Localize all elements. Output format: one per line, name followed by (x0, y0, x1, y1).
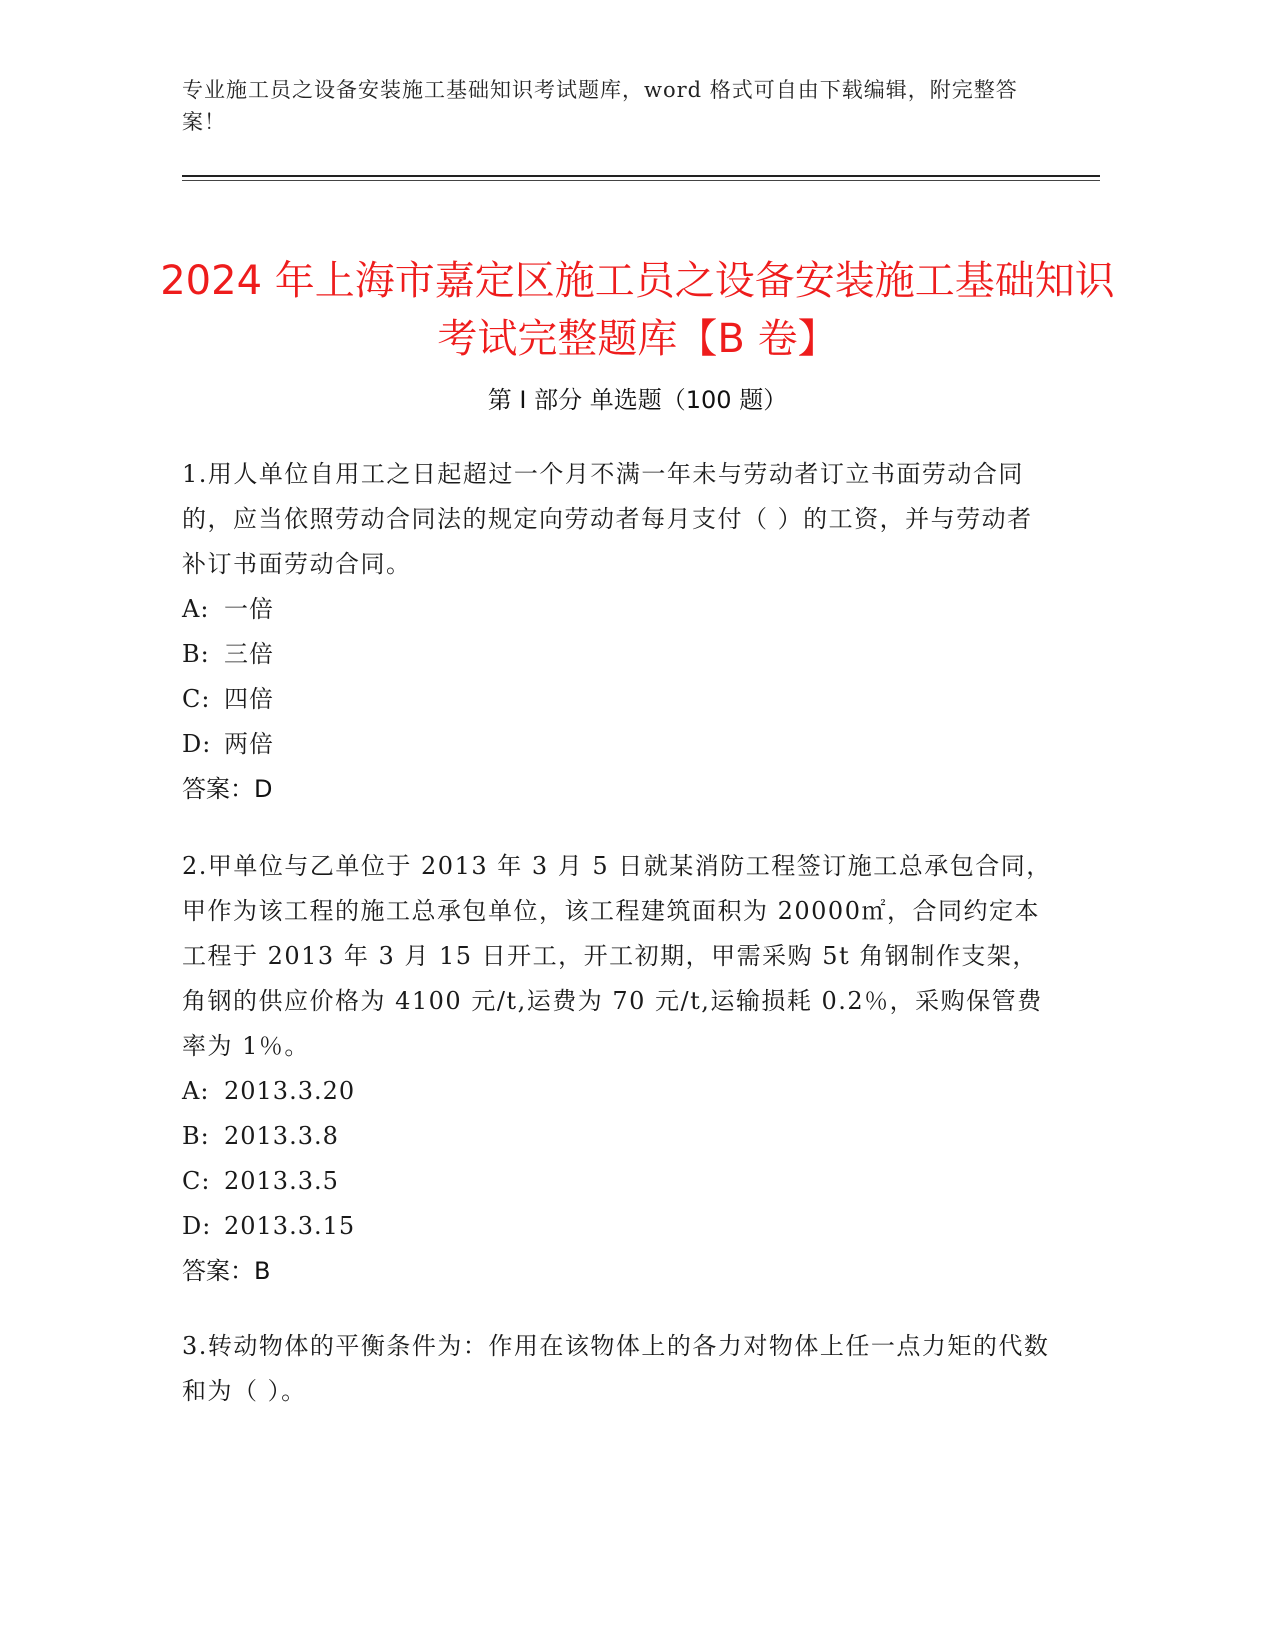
option-d (182, 1204, 1052, 1249)
question-text: 3.转动物体的平衡条件为：作用在该物体上的各力对物体上任一点力矩的代数和为（ ）。 (182, 1332, 1050, 1405)
option-key: B: (182, 1122, 210, 1150)
answer-label: 答案：D (182, 775, 273, 803)
option-value: 两倍 (224, 730, 274, 758)
option-value: 三倍 (224, 640, 274, 668)
option-key: A: (182, 1077, 210, 1105)
option-value: 一倍 (224, 595, 274, 623)
option-key: D: (182, 1212, 212, 1240)
option-d (182, 722, 1052, 767)
option-a (182, 1069, 1052, 1114)
document-title: 2024 年上海市嘉定区施工员之设备安装施工基础知识考试完整题库【B 卷】 (160, 257, 1115, 362)
header-note: 专业施工员之设备安装施工基础知识考试题库，word 格式可自由下载编辑，附完整答案！ (182, 78, 1018, 134)
question-1 (182, 452, 1052, 812)
option-key: C: (182, 685, 211, 713)
option-key: C: (182, 1167, 211, 1195)
question-text: 1.用人单位自用工之日起超过一个月不满一年未与劳动者订立书面劳动合同的，应当依照劳动合同法的规定向劳动者每月支付（ ）的工资，并与劳动者补订书面劳动合同。 (182, 460, 1033, 578)
question-text: 2.甲单位与乙单位于 2013 年 3 月 5 日就某消防工程签订施工总承包合同，甲作为该工程的施工总承包单位，该工程建筑面积为 20000㎡，合同约定本工程于 2013 年 3 月 15 日开工，开工初期，甲需采购 5t 角钢制作支架，角钢的供应价格为 4100 元/t,运费为 70 元/t,运输损耗 0.2％，采购保管费率为 1％。 (182, 852, 1052, 1060)
option-key: D: (182, 730, 212, 758)
option-c (182, 677, 1052, 722)
option-value: 四倍 (224, 685, 274, 713)
option-value: 2013.3.20 (224, 1077, 356, 1105)
question-3 (182, 1324, 1052, 1414)
option-value: 2013.3.5 (224, 1167, 339, 1195)
question-2 (182, 844, 1052, 1294)
header-divider-thin (182, 180, 1100, 181)
option-key: A: (182, 595, 210, 623)
answer-label: 答案：B (182, 1257, 271, 1285)
option-key: B: (182, 640, 210, 668)
option-c (182, 1159, 1052, 1204)
header-divider-thick (182, 175, 1100, 177)
option-b (182, 632, 1052, 677)
option-b (182, 1114, 1052, 1159)
option-value: 2013.3.15 (224, 1212, 356, 1240)
option-value: 2013.3.8 (224, 1122, 339, 1150)
section-title: 第 I 部分 单选题（100 题） (487, 386, 788, 414)
option-a (182, 587, 1052, 632)
